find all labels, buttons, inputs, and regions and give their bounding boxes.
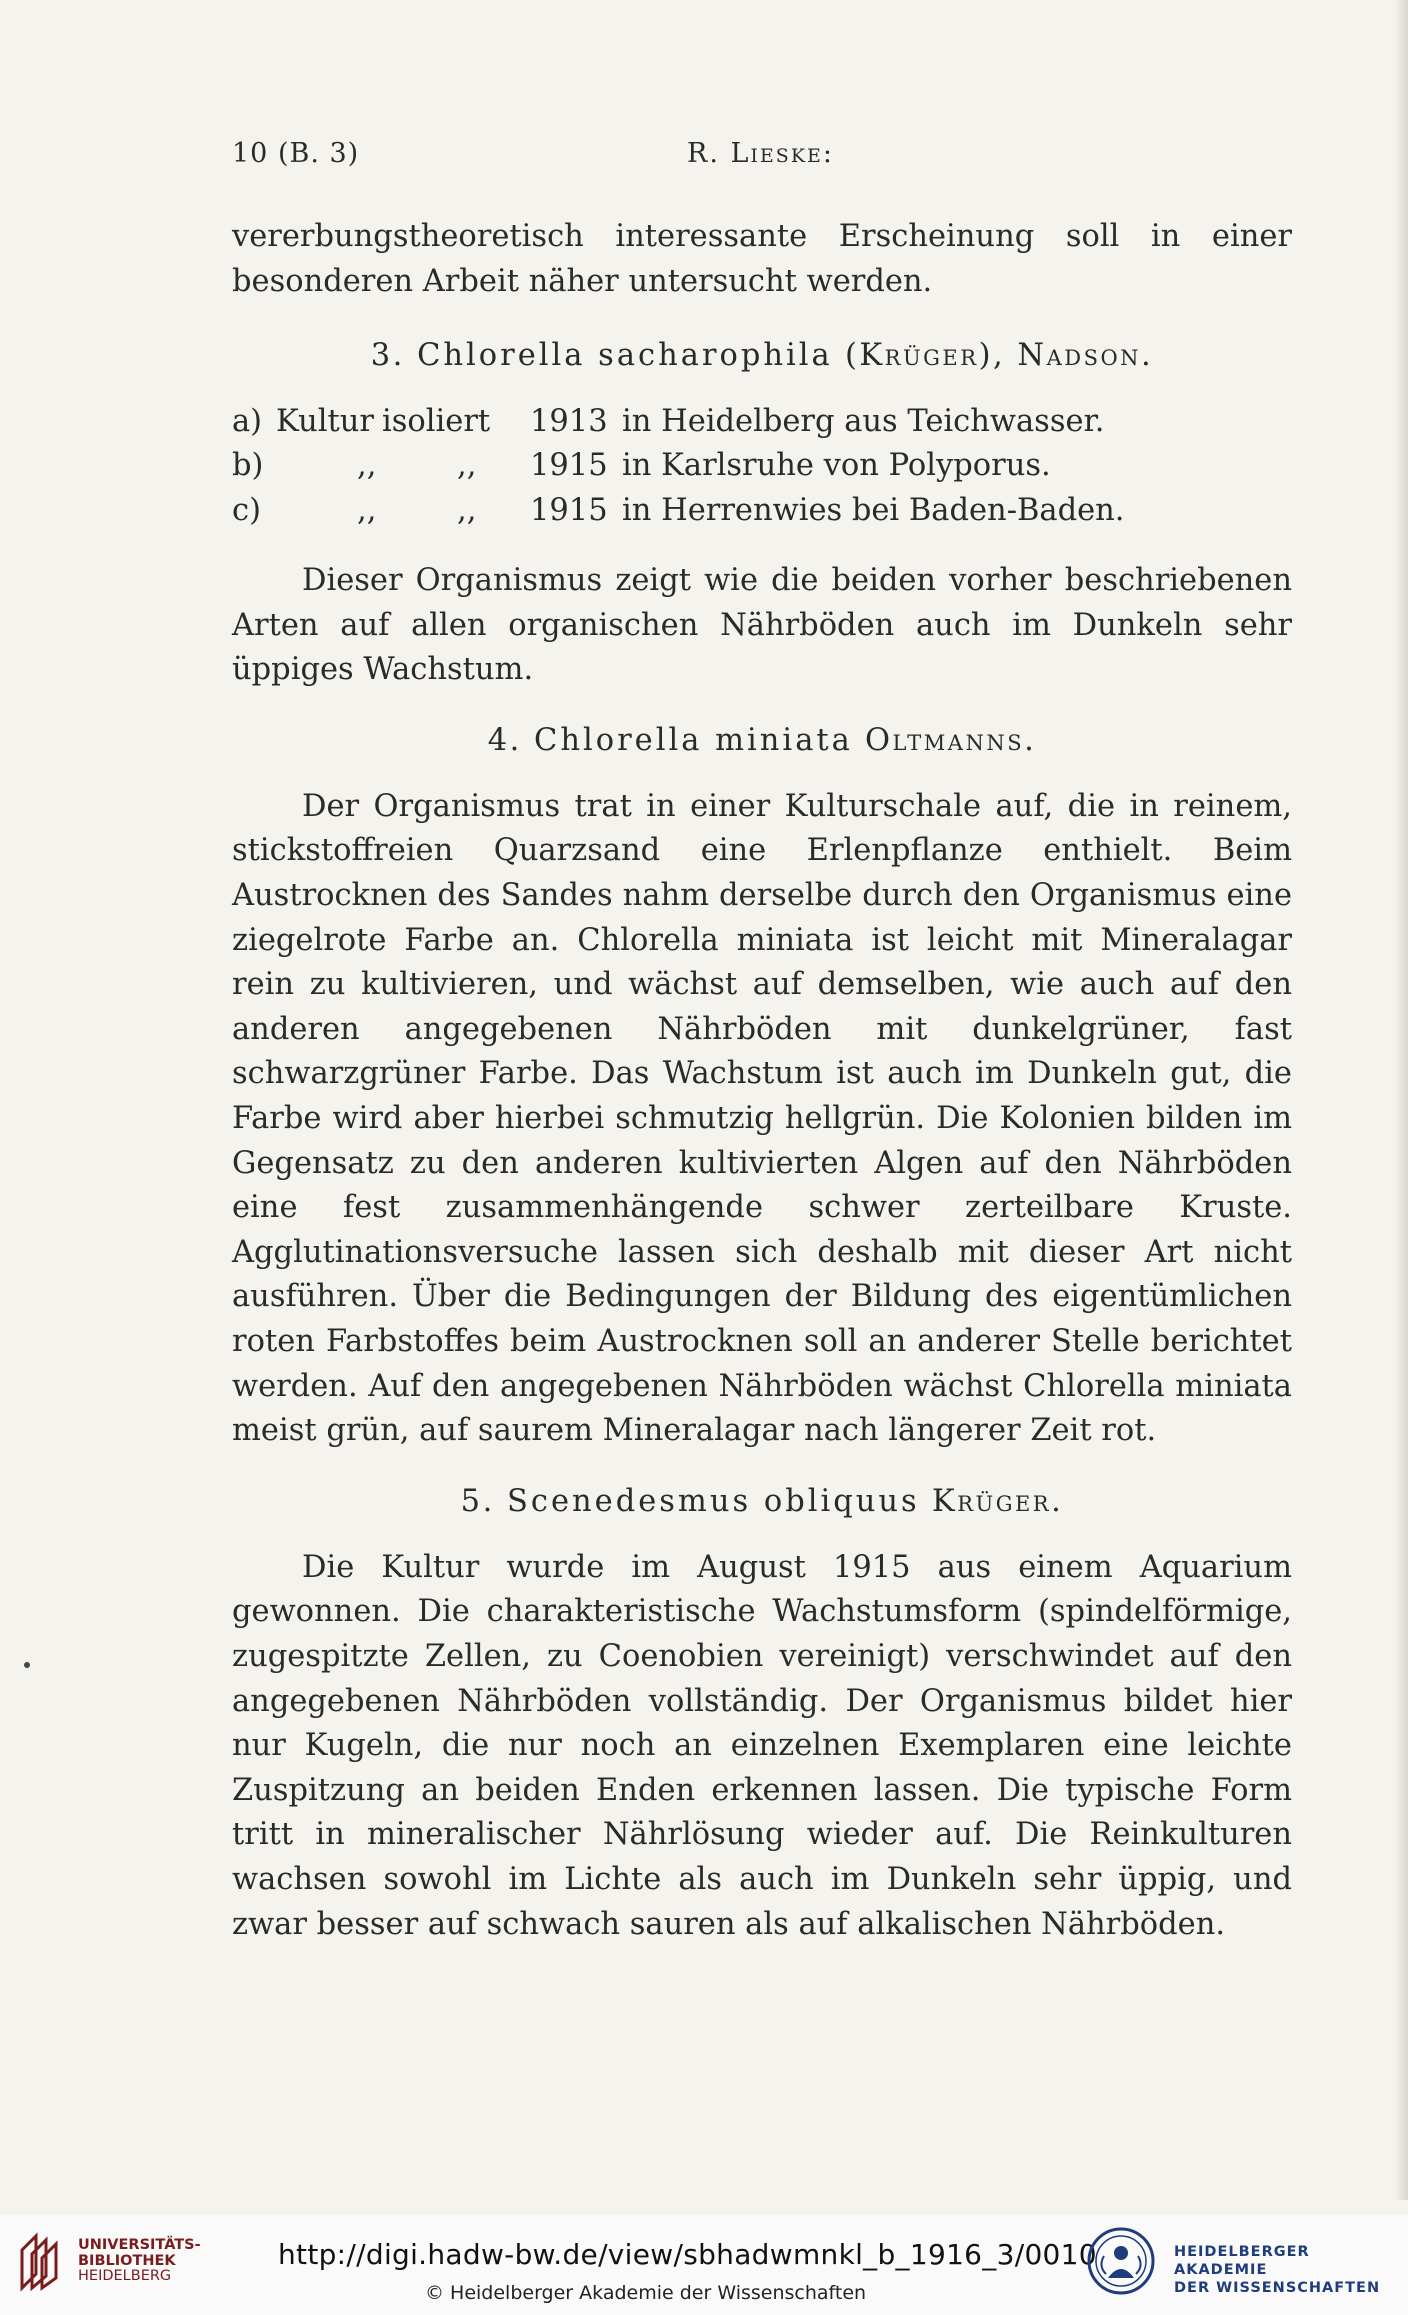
- isolation-list: [232, 400, 1292, 533]
- scan-speck: [24, 1662, 30, 1668]
- section-3-author-2: Nadson: [1017, 338, 1142, 374]
- list-item-rest: in Herrenwies bei Baden-Baden.: [622, 492, 1125, 528]
- list-item-col1: ,,: [357, 448, 377, 484]
- list-item-col1: ,,: [357, 492, 377, 528]
- section-5-heading-end: .: [1051, 1483, 1064, 1519]
- section-4-name: Chlorella miniata: [534, 722, 853, 758]
- section-3-name: Chlorella sacharophila: [417, 338, 833, 374]
- list-item-col2: isoliert: [382, 404, 491, 440]
- library-name: [78, 2238, 201, 2285]
- section-4-author: Oltmanns: [865, 722, 1025, 758]
- page-number: 10 (B. 3): [232, 138, 360, 169]
- section-5-paragraph: Die Kultur wurde im August 1915 aus einem Aquarium gewonnen. Die charakteristische Wachstumsform (spindelförmige, zugespitzte Zellen, zu Coenobien vereinigt) verschwindet auf den angegebenen Nährböden vollständig. Der Organismus bildet hier nur Kugeln, die nur noch an einzelnen Exemplaren eine leichte Zuspitzung an beiden Enden erkennen lassen. Die typische Form tritt in mineralischer Nährlösung wieder auf. Die Reinkulturen wachsen sowohl im Lichte als auch im Dunkeln sehr üppig, und zwar besser auf schwach sauren als auf alkalischen Nährböden.: [232, 1549, 1292, 1942]
- running-header: [232, 138, 1292, 182]
- list-item: [232, 489, 1292, 533]
- list-item-col1: Kultur: [276, 404, 374, 440]
- list-item: [232, 400, 1292, 444]
- intro-paragraph: vererbungstheoretisch interessante Erscheinung soll in einer besonderen Arbeit näher untersucht werden.: [232, 219, 1292, 299]
- list-item-label: b): [232, 448, 264, 484]
- academy-seal-icon: [1086, 2226, 1156, 2296]
- list-item-label: c): [232, 492, 261, 528]
- section-4-heading-end: .: [1024, 722, 1037, 758]
- academy-name-line-2: DER WISSENSCHAFTEN: [1174, 2280, 1381, 2296]
- academy-name-line-1: HEIDELBERGER AKADEMIE: [1174, 2244, 1310, 2278]
- section-4-heading: [232, 719, 1292, 763]
- section-4-number: 4.: [487, 722, 522, 758]
- section-3-heading: [232, 334, 1292, 378]
- list-item-year: 1915: [530, 448, 608, 484]
- section-3-heading-end: .: [1141, 338, 1154, 374]
- academy-name: [1174, 2243, 1408, 2297]
- list-item-rest: in Karlsruhe von Polyporus.: [622, 448, 1051, 484]
- library-name-line-1: UNIVERSITÄTS-: [78, 2237, 201, 2253]
- section-3-paren-close: ),: [978, 338, 1006, 374]
- list-item-col2: ,,: [457, 492, 477, 528]
- copyright-notice: © Heidelberger Akademie der Wissenschaften: [425, 2282, 867, 2304]
- section-5-number: 5.: [460, 1483, 495, 1519]
- library-logo-icon: [16, 2228, 68, 2292]
- section-5-author: Krüger: [931, 1483, 1052, 1519]
- list-item-year: 1915: [530, 492, 608, 528]
- section-5-name: Scenedesmus obliquus: [506, 1483, 920, 1519]
- section-5-heading: [232, 1480, 1292, 1524]
- list-item-col2: ,,: [457, 448, 477, 484]
- running-author: R. Lieske:: [687, 138, 834, 169]
- page-edge-shadow: [1394, 0, 1408, 2200]
- library-name-line-3: HEIDELBERG: [78, 2268, 172, 2284]
- section-3-paren-open: (: [844, 338, 860, 374]
- section-3-number: 3.: [370, 338, 405, 374]
- list-item-label: a): [232, 404, 263, 440]
- list-item-year: 1913: [530, 404, 608, 440]
- section-4-paragraph: Der Organismus trat in einer Kulturschale auf, die in reinem, stickstoffreien Quarzsand eine Erlenpflanze enthielt. Beim Austrocknen des Sandes nahm derselbe durch den Organismus eine ziegelrote Farbe an. Chlorella miniata ist leicht mit Mineralagar rein zu kultivieren, und wächst auf demselben, wie auch auf den anderen angegebenen Nährböden mit dunkelgrüner, fast schwarzgrüner Farbe. Das Wachstum ist auch im Dunkeln gut, die Farbe wird aber hierbei schmutzig hellgrün. Die Kolonien bilden im Gegensatz zu den anderen kultivierten Algen auf den Nährböden eine fest zusammenhängende schwer zerteilbare Kruste. Agglutinationsversuche lassen sich deshalb mit dieser Art nicht ausführen. Über die Bedingungen der Bildung des eigentümlichen roten Farbstoffes beim Austrocknen soll an anderer Stelle berichtet werden. Auf den angegebenen Nährböden wächst Chlorella miniata meist grün, auf saurem Mineralagar nach längerer Zeit rot.: [232, 788, 1292, 1449]
- list-item-rest: in Heidelberg aus Teichwasser.: [622, 404, 1105, 440]
- section-3-paragraph: Dieser Organismus zeigt wie die beiden vorher beschriebenen Arten auf allen organischen Nährböden auch im Dunkeln sehr üppiges Wachstum.: [232, 563, 1292, 688]
- library-name-line-2: BIBLIOTHEK: [78, 2252, 176, 2269]
- permalink-url[interactable]: http://digi.hadw-bw.de/view/sbhadwmnkl_b_1916_3/0010: [278, 2238, 1097, 2271]
- section-3-author-1: Krüger: [859, 338, 979, 374]
- body-text: [232, 215, 1292, 1947]
- list-item: [232, 444, 1292, 488]
